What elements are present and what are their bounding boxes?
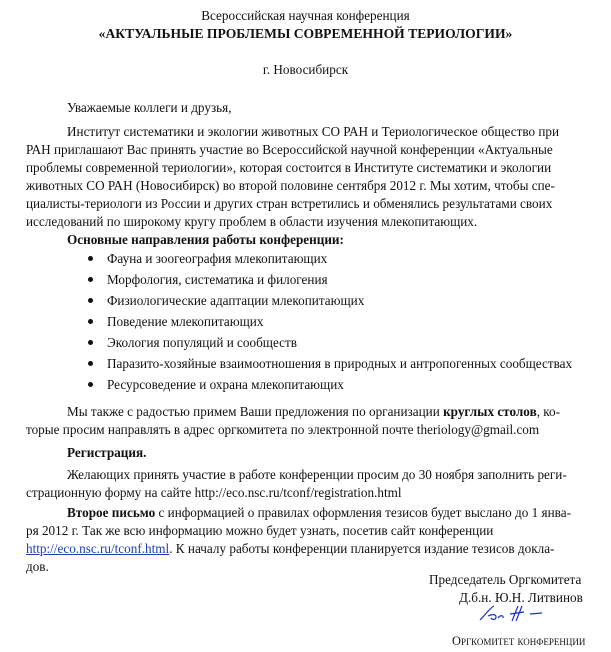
conference-subtitle: Всероссийская научная конференция <box>201 8 410 23</box>
intro-line: исследований по широкому кругу проблем в области изучения млекопитающих. <box>26 214 478 229</box>
list-item: Экология популяций и сообществ <box>88 335 297 351</box>
conference-title: «АКТУАЛЬНЫЕ ПРОБЛЕМЫ СОВРЕМЕННОЙ ТЕРИОЛОГИИ» <box>98 26 513 41</box>
registration-line: страционную форму на сайте http://eco.nsc.ru/tconf/registration.html <box>26 485 402 500</box>
second-letter-line: ря 2012 г. Так же всю информацию можно будет узнать, посетив сайт конференции <box>26 523 494 538</box>
second-letter-line: http://eco.nsc.ru/tconf.html. К началу работы конференции планируется издание тезисов докла- <box>26 541 555 556</box>
list-item: Фауна и зоогеография млекопитающих <box>88 251 327 267</box>
round-tables-line: Мы также с радостью примем Ваши предложения по организации круглых столов, ко- <box>67 404 561 419</box>
bullet-icon <box>88 319 93 324</box>
signature-name: Д.б.н. Ю.Н. Литвинов <box>459 590 583 605</box>
conference-city: г. Новосибирск <box>262 62 349 77</box>
intro-line: Институт систематики и экологии животных СО РАН и Териологическое общество при <box>67 124 560 139</box>
bullet-icon <box>88 256 93 261</box>
bullet-icon <box>88 340 93 345</box>
bullet-icon <box>88 382 93 387</box>
list-item: Физиологические адаптации млекопитающих <box>88 293 364 309</box>
intro-line: РАН приглашают Вас принять участие во Всероссийской научной конференции «Актуальные <box>26 142 553 157</box>
second-letter-line: Второе письмо с информацией о правилах оформления тезисов будет выслано до 1 янва- <box>67 505 571 520</box>
registration-heading: Регистрация. <box>67 445 147 460</box>
bullet-icon <box>88 298 93 303</box>
second-letter-line: дов. <box>26 559 49 574</box>
registration-line: Желающих принять участие в работе конференции просим до 30 ноября заполнить реги- <box>67 467 567 482</box>
directions-heading: Основные направления работы конференции: <box>67 232 344 247</box>
greeting: Уважаемые коллеги и друзья, <box>67 100 232 115</box>
list-item: Морфология, систематика и филогения <box>88 272 328 288</box>
list-item: Поведение млекопитающих <box>88 314 263 330</box>
list-item: Ресурсоведение и охрана млекопитающих <box>88 377 344 393</box>
intro-line: циалисты-териологи из России и других стран встретились и обменялись результатами своих <box>26 196 553 211</box>
conference-site-link[interactable]: http://eco.nsc.ru/tconf.html <box>26 541 170 556</box>
signature-role: Председатель Оргкомитета <box>429 572 582 587</box>
bullet-icon <box>88 361 93 366</box>
handwritten-signature-icon <box>478 602 548 624</box>
bullet-icon <box>88 277 93 282</box>
round-tables-line: торые просим направлять в адрес оргкомитета по электронной почте theriology@gmail.com <box>26 422 540 437</box>
intro-line: проблемы современной териологии», которая состоится в Институте систематики и экологии <box>26 160 552 175</box>
intro-line: животных СО РАН (Новосибирск) во второй половине сентября 2012 г. Мы хотим, чтобы спе- <box>26 178 555 193</box>
list-item: Паразито-хозяйные взаимоотношения в природных и антропогенных сообществах <box>88 356 572 372</box>
organizing-committee-label: Оргкомитет конференции <box>452 634 586 648</box>
